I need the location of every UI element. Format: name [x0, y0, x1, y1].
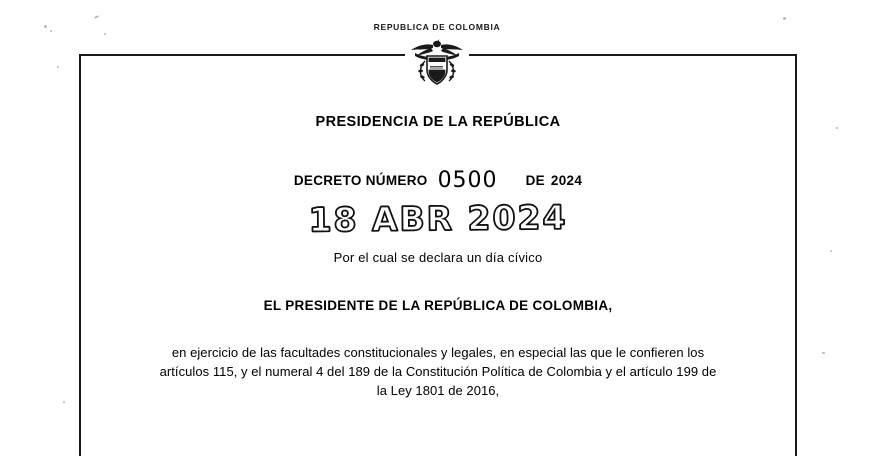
decree-number-line	[79, 166, 797, 191]
decree-number: 0500	[437, 168, 498, 193]
preamble-text: en ejercicio de las facultades constitucionales y legales, en especial las que le confieren los artículos 115, y el numeral 4 del 189 de la Constitución Política de Colombia y el artículo 199 de la Ley 1801 de 2016,	[159, 345, 717, 398]
page-title: PRESIDENCIA DE LA REPÚBLICA	[315, 114, 561, 130]
scan-speck	[94, 15, 99, 19]
scan-speck	[63, 401, 65, 403]
issuer-line: EL PRESIDENTE DE LA REPÚBLICA DE COLOMBIA,	[263, 298, 613, 313]
scan-speck	[830, 250, 832, 252]
country-header: REPUBLICA DE COLOMBIA	[373, 22, 501, 32]
scan-speck	[822, 352, 825, 354]
decree-de-label: DE	[525, 173, 545, 188]
decree-year: 2024	[550, 173, 583, 188]
scan-speck	[104, 33, 106, 35]
decree-label: DECRETO NÚMERO	[293, 173, 428, 188]
document-body	[79, 54, 797, 400]
decree-subject: Por el cual se declara un día cívico	[333, 250, 543, 265]
scan-speck	[57, 66, 59, 68]
date-stamp: 18 ABR 2024	[308, 197, 568, 240]
scan-speck	[783, 17, 786, 20]
scan-speck	[836, 127, 838, 129]
